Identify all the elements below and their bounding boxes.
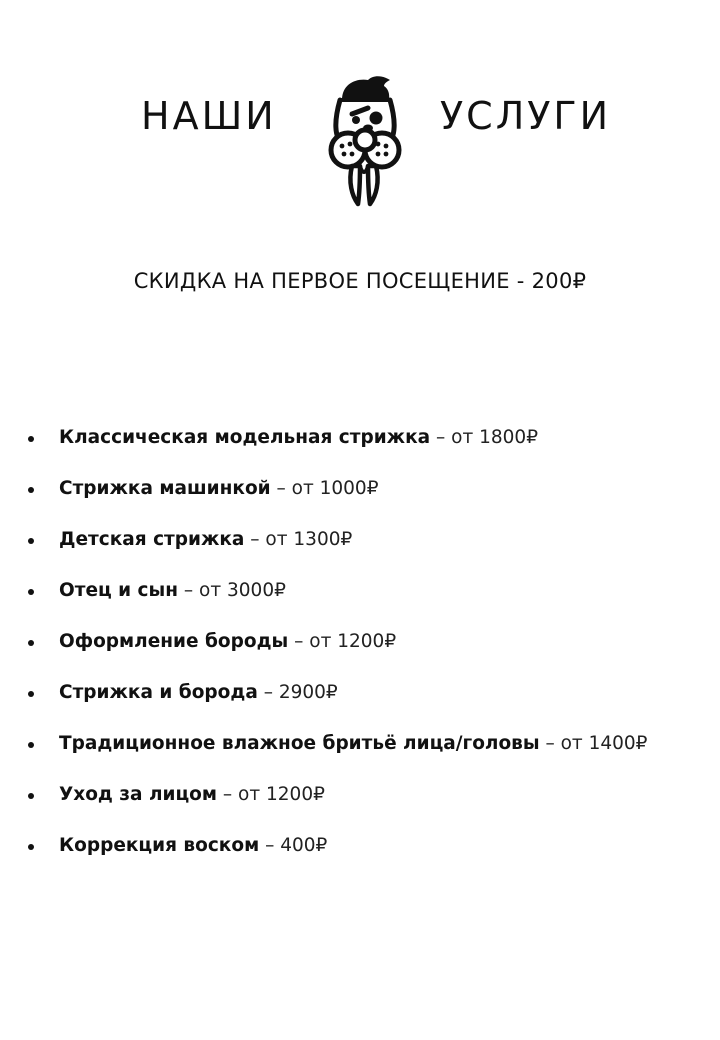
service-price: – 2900₽: [257, 682, 338, 703]
list-item: [0, 728, 720, 779]
service-name: Традиционное влажное бритьё лица/головы: [59, 733, 540, 754]
title-left: НАШИ: [141, 94, 277, 138]
service-price: – от 3000₽: [178, 580, 286, 601]
title-right: УСЛУГИ: [440, 94, 612, 138]
service-name: Коррекция воском: [59, 835, 260, 856]
list-item: [0, 779, 720, 830]
bullet-icon: [28, 793, 34, 799]
bullet-icon: [28, 691, 34, 697]
service-name: Детская стрижка: [59, 529, 245, 550]
service-price: – 400₽: [259, 835, 328, 856]
list-item: [0, 524, 720, 575]
list-item: [0, 575, 720, 626]
service-name: Стрижка и борода: [59, 682, 258, 703]
services-list: [0, 422, 720, 881]
page-header: [0, 70, 720, 220]
bullet-icon: [28, 589, 34, 595]
bullet-icon: [28, 436, 34, 442]
service-price: – от 1800₽: [430, 427, 538, 448]
service-price: – от 1300₽: [244, 529, 353, 550]
discount-banner: СКИДКА НА ПЕРВОЕ ПОСЕЩЕНИЕ - 200₽: [133, 269, 587, 293]
bullet-icon: [28, 487, 34, 493]
service-price: – от 1000₽: [270, 478, 379, 499]
service-price: – от 1200₽: [217, 784, 325, 805]
service-name: Классическая модельная стрижка: [59, 427, 431, 448]
service-price: – от 1400₽: [539, 733, 648, 754]
bullet-icon: [28, 538, 34, 544]
walrus-face-icon: [312, 70, 416, 214]
list-item: [0, 830, 720, 881]
bullet-icon: [28, 844, 34, 850]
service-name: Стрижка машинкой: [59, 478, 271, 499]
service-price: – от 1200₽: [288, 631, 397, 652]
service-name: Уход за лицом: [59, 784, 218, 805]
list-item: [0, 422, 720, 473]
service-name: Отец и сын: [59, 580, 179, 601]
list-item: [0, 677, 720, 728]
list-item: [0, 626, 720, 677]
service-name: Оформление бороды: [59, 631, 289, 652]
bullet-icon: [28, 640, 34, 646]
list-item: [0, 473, 720, 524]
bullet-icon: [28, 742, 34, 748]
